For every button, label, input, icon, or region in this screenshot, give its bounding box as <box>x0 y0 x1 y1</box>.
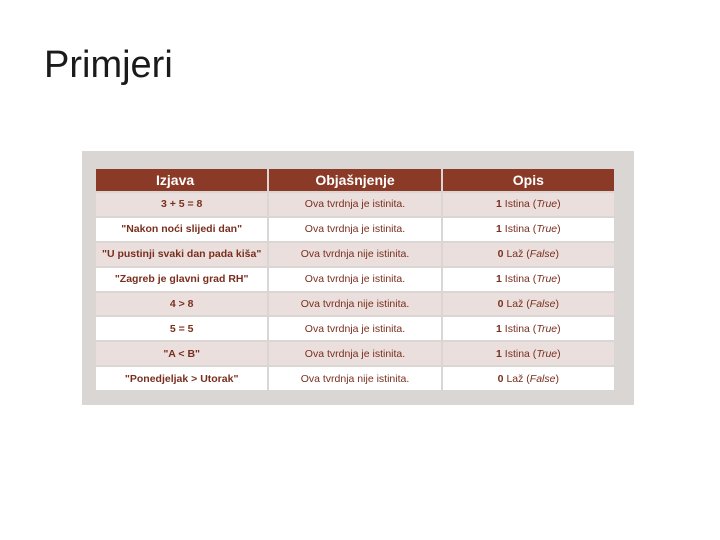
cell-objasnjenje: Ova tvrdnja je istinita. <box>269 193 440 216</box>
table-row <box>96 293 614 316</box>
opis-word: Istina <box>504 198 530 211</box>
cell-izjava: "U pustinji svaki dan pada kiša" <box>96 243 267 266</box>
cell-izjava: 3 + 5 = 8 <box>96 193 267 216</box>
cell-opis: 1 Istina (True) <box>443 268 614 291</box>
table-image-frame <box>82 151 634 405</box>
header-izjava: Izjava <box>96 169 267 191</box>
table-row <box>96 317 614 340</box>
opis-english: False <box>529 248 556 261</box>
table-row <box>96 243 614 266</box>
cell-opis: 1 Istina (True) <box>443 218 614 241</box>
cell-opis: 0 Laž (False) <box>443 293 614 316</box>
opis-number: 1 <box>496 223 502 236</box>
opis-number: 0 <box>497 248 504 261</box>
opis-number: 1 <box>496 322 502 335</box>
opis-number: 0 <box>497 298 504 310</box>
cell-izjava: 5 = 5 <box>96 317 267 340</box>
truth-table <box>94 167 616 392</box>
table-row <box>96 367 614 390</box>
cell-izjava: "Zagreb je glavni grad RH" <box>96 268 267 291</box>
opis-english: True <box>536 347 558 360</box>
cell-objasnjenje: Ova tvrdnja je istinita. <box>269 218 440 241</box>
cell-izjava: "Nakon noći slijedi dan" <box>96 218 267 241</box>
cell-objasnjenje: Ova tvrdnja je istinita. <box>269 317 440 340</box>
cell-opis: 1 Istina (True) <box>443 193 614 216</box>
opis-word: Istina <box>504 273 530 286</box>
cell-opis: 0 Laž (False) <box>443 367 614 390</box>
opis-english: True <box>536 198 558 211</box>
opis-number: 0 <box>497 372 504 385</box>
opis-english: True <box>536 273 558 286</box>
opis-english: False <box>529 298 556 310</box>
opis-english: False <box>529 372 556 385</box>
cell-objasnjenje: Ova tvrdnja nije istinita. <box>269 243 440 266</box>
opis-english: True <box>536 322 558 335</box>
table-row <box>96 342 614 365</box>
opis-word: Istina <box>504 322 530 335</box>
opis-word: Laž <box>506 298 524 310</box>
opis-english: True <box>536 223 558 236</box>
opis-number: 1 <box>496 273 502 286</box>
cell-opis: 1 Istina (True) <box>443 317 614 340</box>
cell-opis: 0 Laž (False) <box>443 243 614 266</box>
table-row <box>96 193 614 216</box>
opis-number: 1 <box>496 198 502 211</box>
opis-word: Istina <box>504 347 530 360</box>
cell-izjava: "Ponedjeljak > Utorak" <box>96 367 267 390</box>
cell-objasnjenje: Ova tvrdnja nije istinita. <box>269 367 440 390</box>
opis-word: Istina <box>504 223 530 236</box>
cell-izjava: 4 > 8 <box>96 293 267 316</box>
header-opis: Opis <box>443 169 614 191</box>
cell-objasnjenje: Ova tvrdnja je istinita. <box>269 268 440 291</box>
cell-opis: 1 Istina (True) <box>443 342 614 365</box>
header-objasnjenje: Objašnjenje <box>269 169 440 191</box>
opis-word: Laž <box>506 248 524 261</box>
header-row <box>96 169 614 191</box>
cell-objasnjenje: Ova tvrdnja nije istinita. <box>269 293 440 316</box>
opis-number: 1 <box>496 347 502 360</box>
opis-word: Laž <box>506 372 524 385</box>
cell-izjava: "A < B" <box>96 342 267 365</box>
table-row <box>96 218 614 241</box>
cell-objasnjenje: Ova tvrdnja je istinita. <box>269 342 440 365</box>
table-row <box>96 268 614 291</box>
slide-title: Primjeri <box>44 44 173 86</box>
